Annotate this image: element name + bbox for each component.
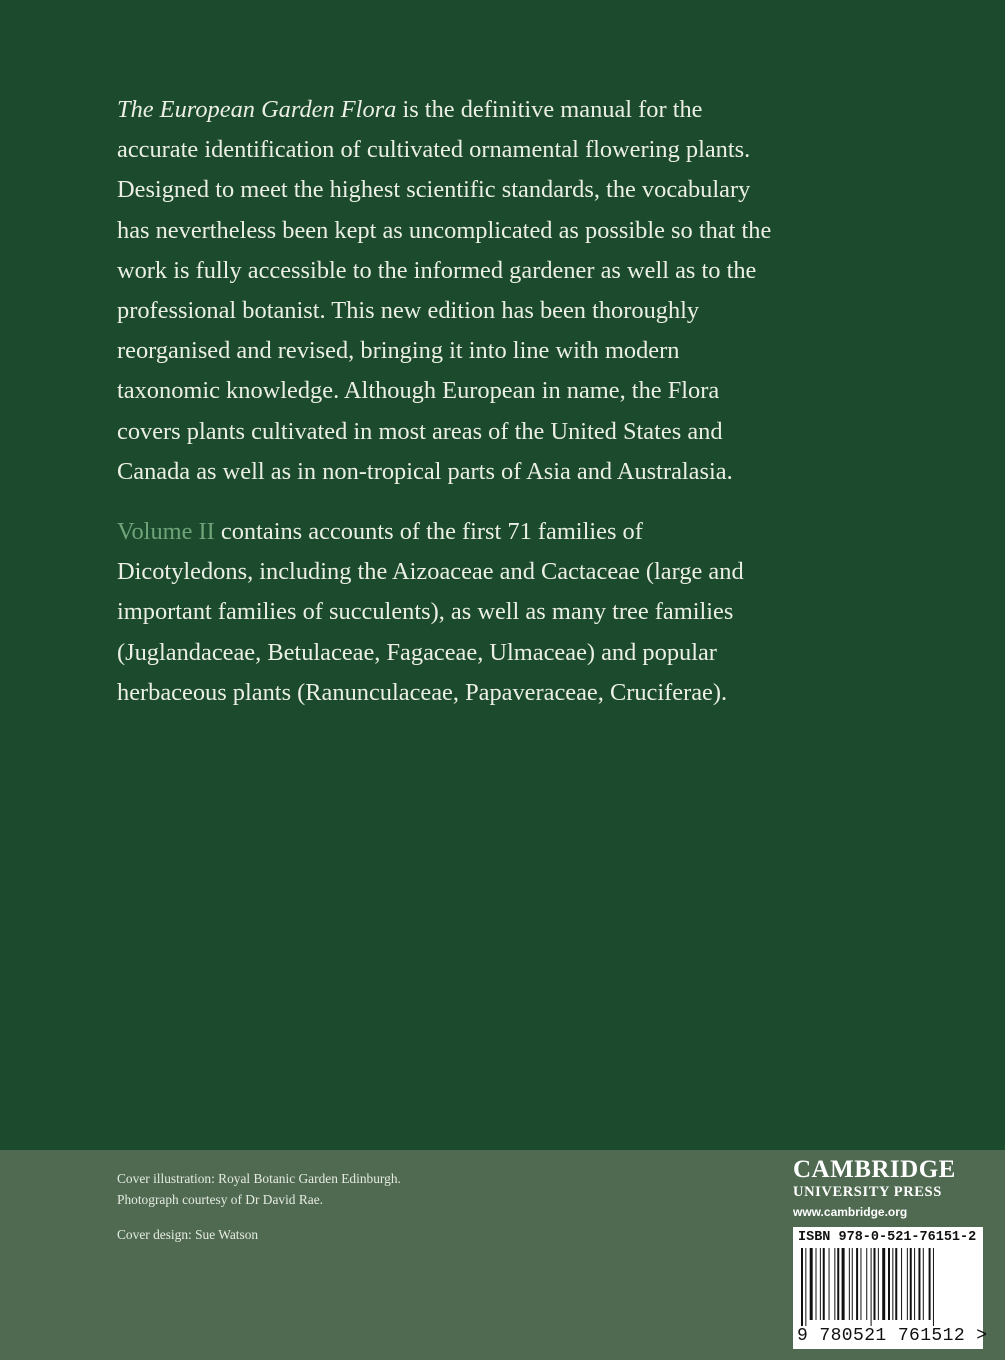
barcode-bar xyxy=(823,1248,825,1320)
barcode-bar xyxy=(837,1248,839,1320)
barcode-bar xyxy=(860,1248,861,1320)
barcode-bar xyxy=(918,1248,920,1320)
barcode-bar xyxy=(810,1248,813,1320)
barcode-bar xyxy=(801,1248,803,1326)
barcode-bar xyxy=(933,1248,934,1326)
barcode-bar xyxy=(816,1248,817,1320)
barcode-bar xyxy=(901,1248,902,1320)
isbn-label: ISBN 978-0-521-76151-2 xyxy=(798,1230,977,1245)
barcode-bar xyxy=(871,1248,872,1326)
barcode-bar xyxy=(849,1248,850,1320)
blurb-paragraph-2-text: contains accounts of the first 71 families of Dicotyledons, including the Aizoaceae and Cactaceae (large and important families of succulents), as well as many tree families (Juglandaceae, Betulaceae, Fagaceae, Ulmaceae) and popular herbaceous plants (Ranunculaceae, Papaveraceae, Cruciferae). xyxy=(117,518,744,706)
publisher-name: CAMBRIDGE xyxy=(793,1156,956,1183)
credit-photograph: Photograph courtesy of Dr David Rae. xyxy=(117,1192,324,1207)
blurb-paragraph-1 xyxy=(117,90,777,492)
publisher-logo xyxy=(793,1156,983,1221)
barcode-bar xyxy=(914,1248,915,1320)
barcode-bar xyxy=(866,1248,867,1320)
isbn-barcode xyxy=(793,1227,988,1349)
barcode-bar xyxy=(892,1248,893,1320)
cover-credits xyxy=(117,1168,401,1245)
barcode-bar xyxy=(882,1248,885,1320)
barcode-bar xyxy=(842,1248,845,1320)
book-title: The European Garden Flora xyxy=(117,96,397,123)
barcode-bar xyxy=(874,1248,876,1320)
barcode-bar xyxy=(923,1248,924,1320)
barcode-bar xyxy=(834,1248,835,1320)
blurb-paragraph-2 xyxy=(117,512,777,713)
barcode-bar xyxy=(829,1248,830,1320)
barcode-bar xyxy=(895,1248,897,1320)
blurb xyxy=(117,90,777,713)
barcode-bar xyxy=(888,1248,890,1320)
credit-design: Cover design: Sue Watson xyxy=(117,1227,259,1242)
volume-label: Volume II xyxy=(117,518,215,546)
barcode-bars-icon xyxy=(797,1248,979,1326)
barcode-bar xyxy=(910,1248,912,1320)
credit-illustration: Cover illustration: Royal Botanic Garden Edinburgh. xyxy=(117,1171,401,1186)
barcode-bar xyxy=(878,1248,879,1320)
barcode-bar xyxy=(820,1248,821,1320)
barcode-digits: 9 780521 761512 > xyxy=(797,1326,988,1346)
barcode-bar xyxy=(852,1248,853,1320)
barcode-bar xyxy=(907,1248,908,1320)
barcode-bar xyxy=(856,1248,858,1320)
publisher-url: www.cambridge.org xyxy=(793,1205,908,1219)
blurb-paragraph-1-text: is the definitive manual for the accurate identification of cultivated ornamental flowering plants. Designed to meet the highest scientific standards, the vocabulary has nevertheless been kept as uncomplicated as possible so that the work is fully accessible to the informed gardener as well as to the professional botanist. This new edition has been thoroughly reorganised and revised, bringing it into line with modern taxonomic knowledge. Although European in name, the Flora covers plants cultivated in most areas of the United States and Canada as well as in non-tropical parts of Asia and Australasia. xyxy=(117,96,772,485)
barcode-bar xyxy=(805,1248,806,1326)
publisher-subtitle: UNIVERSITY PRESS xyxy=(793,1184,942,1200)
barcode-bar xyxy=(929,1248,931,1320)
